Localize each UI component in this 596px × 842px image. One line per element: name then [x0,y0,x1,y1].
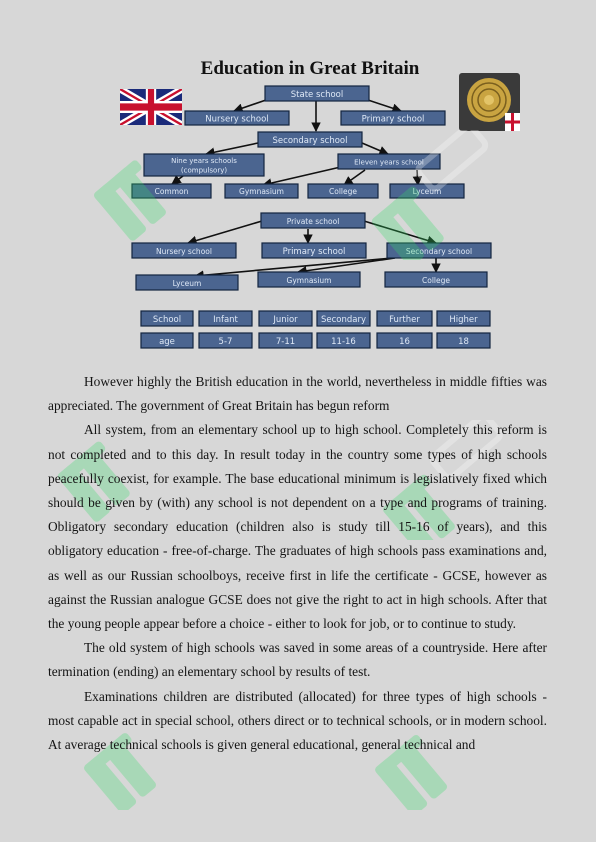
label-state-primary: Primary school [361,114,425,125]
box-private-gymnasium [258,272,360,287]
box-state-college [308,184,378,198]
label-state-nursery: Nursery school [205,114,269,125]
box-private-primary [262,243,366,258]
age-value-higher: 18 [458,337,469,347]
union-jack-flag-icon [120,89,182,125]
label-private-college: College [422,276,450,285]
age-value-label: age [159,337,175,347]
box-private-lyceum [136,275,238,290]
label-state-school: State school [290,90,344,100]
age-table-headers [141,311,490,326]
paragraph-4: Examinations children are distributed (allocated) for three types of high schools - most capable act in special school, others direct or to technical schools, or in modern school. At average technical schools is given general educational, general technical and [48,688,547,753]
connector-eleven-gymnasium [263,166,345,185]
paragraph-2: All system, from an elementary school up to high school. Completely this reform is not completed and to this day. In result today in the country some types of high schools peacefully coexist, for example. The base educational minimum is legislatively fixed which should be given by (with) any school is not dependent on a type and programs of training. Obligatory secondary education (children also is study till 15-16 of years), and this obligatory education - free-of-charge. The graduates of high schools pass examinations and, as well as our Russian schoolboys, receive first in life the certificate - GCSE, however as against the Russian analogue GCSE does not give the right to act in high schools. After that the young people appear before a choice - either to look for job, or to continue to study. [48,422,547,632]
connector-private-nursery [188,221,262,243]
box-state-school [265,86,369,101]
connector-state-nursery [234,100,266,111]
label-state-secondary: Secondary school [272,136,348,146]
age-header-school: School [152,315,182,325]
label-eleven-years: Eleven years school [354,158,424,167]
box-state-gymnasium [225,184,298,198]
label-private-nursery: Nursery school [156,247,212,256]
label-state-gymnasium: Gymnasium [239,187,284,196]
label-state-common: Common [154,187,189,196]
age-value-further: 16 [399,337,410,347]
box-private-secondary [387,243,491,258]
education-diagram [0,0,596,360]
age-value-junior: 7-11 [275,337,296,347]
body-text [48,370,547,757]
label-compulsory: (compulsory) [180,166,228,175]
box-state-secondary [258,132,362,147]
connector-secondary-nine [206,143,258,154]
box-state-nursery [185,111,289,125]
box-eleven-years [338,154,440,169]
connector-eleven-college [344,170,365,185]
age-header-secondary: Secondary [320,315,367,325]
age-value-secondary: 11-16 [331,337,356,347]
connector-nine-common [172,176,183,184]
age-header-junior: Junior [273,315,298,325]
box-private-nursery [132,243,236,258]
paragraph-3: The old system of high schools was saved in some areas of a countryside. Here after termination (ending) an elementary school by results of test. [48,640,547,680]
age-header-further: Further [389,315,420,325]
age-header-infant: Infant [213,315,238,325]
soff-logo-icon [459,73,520,131]
age-value-infant: 5-7 [218,337,233,347]
label-private-gymnasium: Gymnasium [286,276,332,285]
age-header-higher: Higher [449,315,478,325]
connector-secondary-eleven [362,143,388,154]
box-state-lyceum [390,184,464,198]
box-state-common [132,184,211,198]
box-nine-years [144,154,264,176]
connector-private-secondary [364,221,436,243]
paragraph-1: However highly the British education in the world, nevertheless in middle fifties was appreciated. The government of Great Britain has begun reform [48,374,547,414]
connector-eleven-lyceum [417,170,418,185]
box-state-primary [341,111,445,125]
label-private-school: Private school [286,217,340,226]
age-table-values [141,333,490,348]
box-private-school [261,213,365,228]
label-private-primary: Primary school [282,247,346,257]
connector-state-primary [368,100,401,111]
label-state-lyceum: Lyceum [412,187,442,196]
label-private-secondary: Secondary school [405,247,473,256]
page-title: Education in Great Britain [200,58,420,79]
label-state-college: College [329,187,357,196]
box-private-college [385,272,487,287]
label-nine-years: Nine years schools [171,157,237,165]
label-private-lyceum: Lyceum [172,279,202,288]
